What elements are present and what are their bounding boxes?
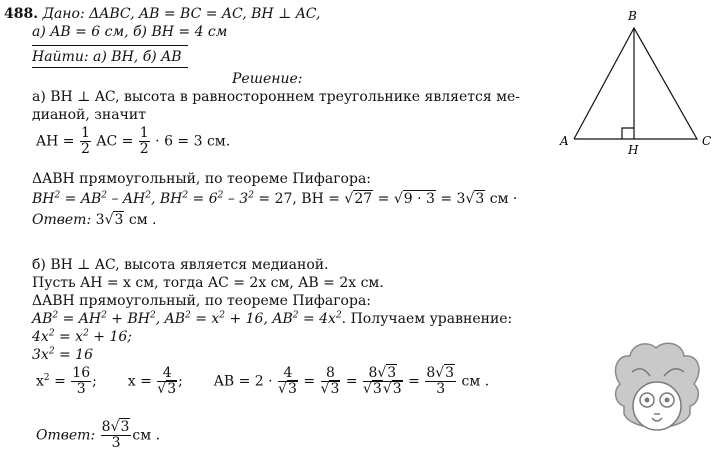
find-line: Найти: а) BH, б) AB: [32, 49, 182, 65]
label-c: C: [702, 134, 712, 148]
part-b-line6: $3x^2 = 16$: [32, 346, 93, 363]
rule-bottom: [32, 67, 188, 68]
fraction-4-sqrt3: $\frac{4}{√3}$: [157, 365, 177, 397]
answer-b: Ответ: $\frac{8√3}{3}$ см .: [36, 419, 161, 451]
part-b-line3: ΔABH прямоугольный, по теореме Пифагора:: [32, 293, 372, 309]
fraction-half-1: $\frac{1}{2}$: [80, 125, 90, 157]
fraction-4-sqrt3-b: $\frac{4}{√3}$: [278, 365, 297, 397]
part-b-line1: б) BH ⊥ AC, высота является медианой.: [32, 257, 329, 273]
fraction-half-2: $\frac{1}{2}$: [139, 125, 149, 157]
rule-top: [32, 45, 188, 46]
ah-formula: AH = $\frac{1}{2}$ AC = $\frac{1}{2}$ · 6 = 3 см.: [36, 125, 231, 157]
part-b-line4: $AB^2 = AH^2 + BH^2$, $AB^2 = x^2 + 16$, $AB^2 = 4x^2$. Получаем уравнение:: [32, 310, 513, 327]
fraction-16-3: $\frac{16}{3}$: [72, 365, 91, 397]
part-b-line5: $4x^2 = x^2 + 16$;: [32, 328, 132, 345]
fraction-8sqrt3-33: $\frac{8√3}{√3√3}$: [363, 365, 402, 397]
bh-equation: $BH^2 = AB^2 - AH^2$, $BH^2 = 6^2 - 3^2 = 27$, BH = √27 = √9 · 3 = 3√3 см ·: [32, 190, 518, 207]
fraction-8sqrt3-3: $\frac{8√3}{3}$: [426, 365, 455, 397]
part-a-line1: а) BH ⊥ AC, высота в равностороннем треугольнике является ме-: [32, 89, 521, 105]
label-h: H: [628, 143, 639, 157]
fraction-answer: $\frac{8√3}{3}$: [101, 419, 130, 451]
part-a-line2: дианой, значит: [32, 107, 146, 123]
right-angle-mark: [622, 128, 634, 139]
label-a: A: [560, 134, 569, 148]
answer-a: Ответ: 3√3 см .: [32, 212, 157, 228]
label-b: B: [628, 9, 637, 23]
problem-header-line: [4, 5, 320, 23]
pyth-line-a: ΔABH прямоугольный, по теореме Пифагора:: [32, 171, 372, 187]
conditions-line: а) AB = 6 см, б) BH = 4 см: [32, 24, 228, 40]
problem-number: 488.: [4, 6, 39, 22]
triangle-sides: [574, 28, 697, 139]
part-b-line2: Пусть AH = x см, тогда AC = 2x см, AB = 2x см.: [32, 275, 384, 291]
professor-mascot-icon: [602, 336, 712, 446]
fraction-8-sqrt3: $\frac{8}{√3}$: [320, 365, 340, 397]
given-text: Дано: ΔABC, AB = BC = AC, BH ⊥ AC,: [42, 6, 321, 22]
solution-heading: Решение:: [232, 71, 303, 87]
final-equations: $x^2$ = $\frac{16}{3}$ ; x = $\frac{4}{√3}$ ; AB = 2 · $\frac{4}{√3}$ = $\frac{8}{√3}$ = $\frac{8√3}{√3√3}$ = $\frac{8√3}{3}$ см .: [36, 365, 490, 397]
